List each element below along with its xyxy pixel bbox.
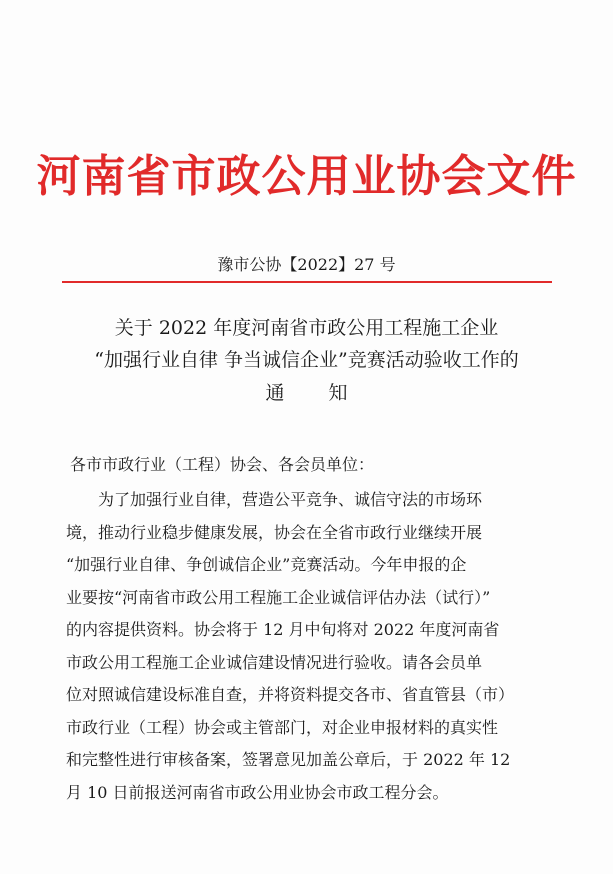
notice-title-line-1: 关于 2022 年度河南省市政公用工程施工企业 xyxy=(114,317,499,339)
body-paragraph xyxy=(66,484,544,809)
body-line: 月 10 日前报送河南省市政公用业协会市政工程分会。 xyxy=(66,782,449,802)
notice-title-line-3: 通知 xyxy=(265,382,392,404)
body-line: 市政行业（工程）协会或主管部门，对企业申报材料的真实性 xyxy=(66,717,499,737)
body-line: 和完整性进行审核备案，签署意见加盖公章后，于 2022 年 12 xyxy=(66,750,511,769)
body-line: 境，推动行业稳步健康发展，协会在全省市政行业继续开展 xyxy=(66,522,483,542)
body-line: 为了加强行业自律，营造公平竞争、诚信守法的市场环 xyxy=(98,490,483,509)
body-line: “加强行业自律、争创诚信企业”竞赛活动。今年申报的企 xyxy=(66,555,467,574)
body-line: 的内容提供资料。协会将于 12 月中旬将对 2022 年度河南省 xyxy=(66,620,500,639)
red-divider xyxy=(62,281,552,283)
body-line: 业要按“河南省市政公用工程施工企业诚信评估办法（试行）” xyxy=(66,587,491,607)
masthead-title: 河南省市政公用业协会文件 xyxy=(36,151,577,202)
body-line: 市政公用工程施工企业诚信建设情况进行验收。请各会员单 xyxy=(66,652,483,672)
salutation: 各市市政行业（工程）协会、各会员单位： xyxy=(70,455,375,474)
document-number: 豫市公协【2022】27 号 xyxy=(217,255,396,274)
notice-title-line-2: “加强行业自律 争当诚信企业”竞赛活动验收工作的 xyxy=(94,349,519,371)
body-line: 位对照诚信建设标准自查，并将资料提交各市、省直管县（市） xyxy=(66,685,515,704)
